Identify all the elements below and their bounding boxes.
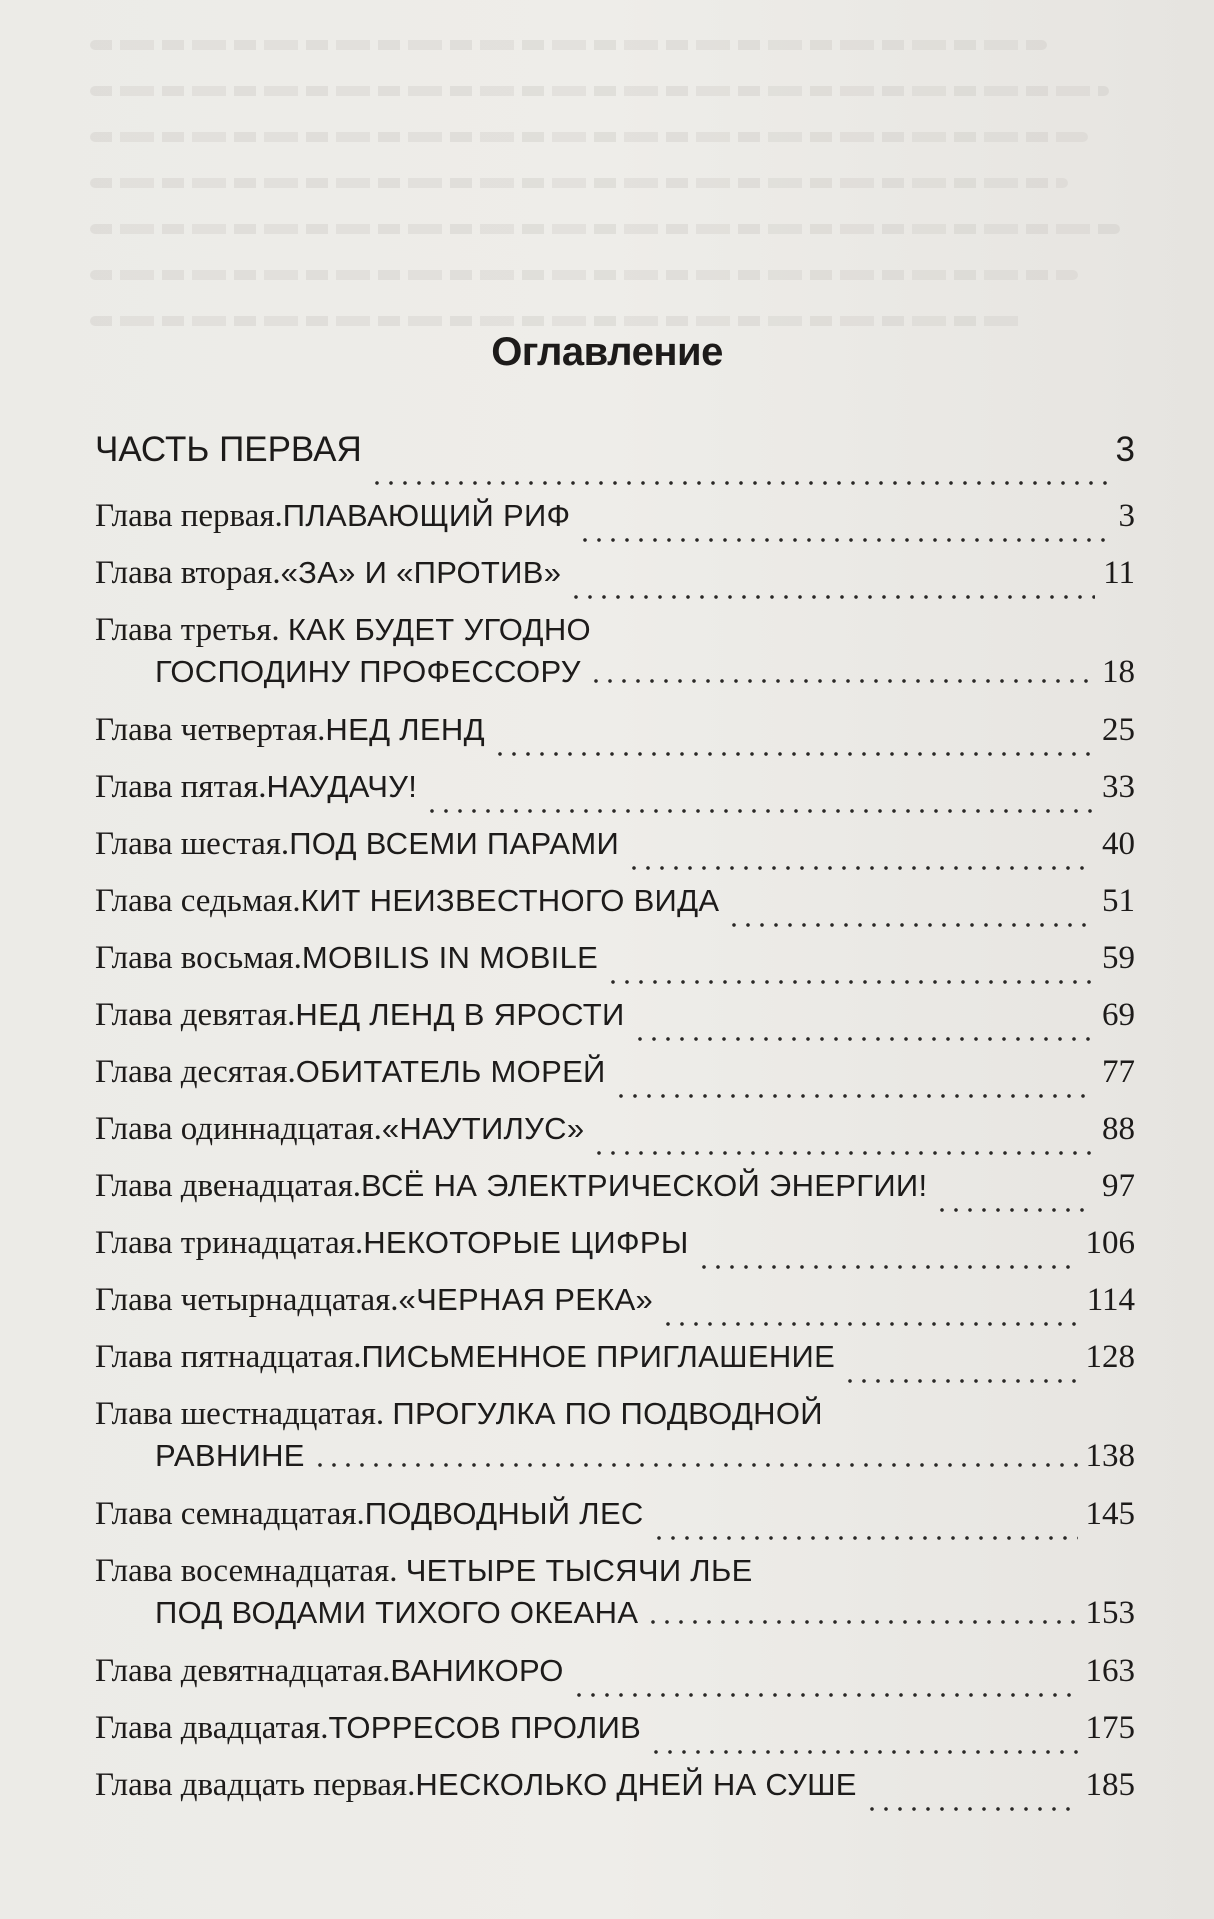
page-number: 59 bbox=[1102, 940, 1135, 976]
chapter-label: Глава двенадцатая. bbox=[95, 1168, 362, 1204]
dot-leader bbox=[727, 921, 1094, 929]
chapter-label: Глава двадцать первая. bbox=[95, 1767, 416, 1803]
page-number: 88 bbox=[1102, 1111, 1135, 1147]
chapter-title: ПОДВОДНЫЙ ЛЕС bbox=[364, 1496, 644, 1531]
bleed-through-text bbox=[90, 40, 1130, 370]
dot-leader bbox=[493, 750, 1094, 758]
chapter-title-continued: ПОД ВОДАМИ ТИХОГО ОКЕАНА bbox=[155, 1595, 639, 1630]
toc-chapter-entry[interactable] bbox=[95, 1223, 1135, 1280]
chapter-title: «ЗА» И «ПРОТИВ» bbox=[280, 555, 562, 590]
dot-leader bbox=[661, 1320, 1079, 1328]
chapter-title: НЕД ЛЕНД В ЯРОСТИ bbox=[295, 997, 625, 1032]
chapter-title: ОБИТАТЕЛЬ МОРЕЙ bbox=[295, 1054, 606, 1089]
toc-chapter-entry[interactable] bbox=[95, 938, 1135, 995]
toc-chapter-entry[interactable] bbox=[95, 824, 1135, 881]
chapter-title: «НАУТИЛУС» bbox=[381, 1111, 585, 1146]
dot-leader bbox=[592, 1149, 1094, 1157]
chapter-label: Глава одиннадцатая. bbox=[95, 1111, 382, 1147]
page-number: 3 bbox=[1118, 498, 1135, 534]
dot-leader bbox=[606, 978, 1094, 986]
dot-leader bbox=[627, 864, 1094, 872]
chapter-label: Глава пятая. bbox=[95, 769, 267, 805]
chapter-label: Глава тринадцатая. bbox=[95, 1225, 364, 1261]
toc-chapter-entry[interactable] bbox=[95, 995, 1135, 1052]
page-number: 128 bbox=[1085, 1339, 1135, 1375]
chapter-label: Глава девятая. bbox=[95, 997, 296, 1033]
dot-leader bbox=[370, 479, 1107, 487]
toc-chapter-entry[interactable] bbox=[95, 1052, 1135, 1109]
chapter-title: НЕСКОЛЬКО ДНЕЙ НА СУШЕ bbox=[415, 1767, 857, 1802]
chapter-title: ПРОГУЛКА ПО ПОДВОДНОЙ bbox=[392, 1396, 823, 1431]
dot-leader bbox=[697, 1263, 1078, 1271]
page-number: 175 bbox=[1085, 1710, 1135, 1746]
chapter-label: Глава третья. bbox=[95, 612, 288, 648]
dot-leader bbox=[865, 1805, 1078, 1813]
chapter-title: НЕД ЛЕНД bbox=[325, 712, 485, 747]
chapter-label: Глава седьмая. bbox=[95, 883, 301, 919]
page-number: 33 bbox=[1102, 769, 1135, 805]
chapter-label: Глава шестнадцатая. bbox=[95, 1396, 393, 1432]
toc-part-entry[interactable] bbox=[95, 430, 1135, 496]
dot-leader bbox=[652, 1534, 1078, 1542]
chapter-list bbox=[95, 496, 1135, 1822]
toc-chapter-entry[interactable] bbox=[95, 1551, 1135, 1651]
page-number: 114 bbox=[1086, 1282, 1135, 1318]
chapter-title: КАК БУДЕТ УГОДНО bbox=[287, 612, 591, 647]
page-number: 51 bbox=[1102, 883, 1135, 919]
dot-leader bbox=[843, 1377, 1077, 1385]
chapter-label: Глава четвертая. bbox=[95, 712, 326, 748]
page-number: 25 bbox=[1102, 712, 1135, 748]
toc-chapter-entry[interactable] bbox=[95, 1109, 1135, 1166]
chapter-label: Глава десятая. bbox=[95, 1054, 296, 1090]
toc-chapter-entry[interactable] bbox=[95, 1494, 1135, 1551]
chapter-title: НАУДАЧУ! bbox=[266, 769, 418, 804]
part-label: ЧАСТЬ ПЕРВАЯ bbox=[95, 430, 362, 469]
page-number: 97 bbox=[1102, 1168, 1135, 1204]
dot-leader bbox=[649, 1748, 1077, 1756]
chapter-title: ВАНИКОРО bbox=[390, 1653, 564, 1688]
page-number: 3 bbox=[1115, 430, 1135, 469]
dot-leader bbox=[614, 1092, 1094, 1100]
chapter-label: Глава пятнадцатая. bbox=[95, 1339, 362, 1375]
toc-chapter-entry[interactable] bbox=[95, 1280, 1135, 1337]
chapter-title-continued: ГОСПОДИНУ ПРОФЕССОРУ bbox=[155, 654, 581, 689]
chapter-title: ПИСЬМЕННОЕ ПРИГЛАШЕНИЕ bbox=[361, 1339, 836, 1374]
toc-chapter-entry[interactable] bbox=[95, 496, 1135, 553]
page-number: 69 bbox=[1102, 997, 1135, 1033]
chapter-label: Глава восьмая. bbox=[95, 940, 302, 976]
page-number: 163 bbox=[1085, 1653, 1135, 1689]
chapter-label: Глава четырнадцатая. bbox=[95, 1282, 399, 1318]
toc-chapter-entry[interactable] bbox=[95, 767, 1135, 824]
dot-leader bbox=[569, 593, 1095, 601]
chapter-label: Глава девятнадцатая. bbox=[95, 1653, 391, 1689]
chapter-title: ЧЕТЫРЕ ТЫСЯЧИ ЛЬЕ bbox=[405, 1553, 753, 1588]
page-number: 11 bbox=[1103, 555, 1135, 591]
toc-chapter-entry[interactable] bbox=[95, 1337, 1135, 1394]
chapter-title-continued: РАВНИНЕ bbox=[155, 1438, 305, 1473]
toc-chapter-entry[interactable] bbox=[95, 610, 1135, 710]
dot-leader bbox=[313, 1461, 1078, 1469]
table-of-contents bbox=[95, 430, 1135, 1822]
dot-leader bbox=[646, 1618, 1077, 1626]
chapter-title: ПОД ВСЕМИ ПАРАМИ bbox=[289, 826, 620, 861]
page-title: Оглавление bbox=[491, 330, 723, 374]
dot-leader bbox=[572, 1691, 1078, 1699]
chapter-label: Глава семнадцатая. bbox=[95, 1496, 365, 1532]
chapter-title: КИТ НЕИЗВЕСТНОГО ВИДА bbox=[300, 883, 720, 918]
toc-chapter-entry[interactable] bbox=[95, 1765, 1135, 1822]
toc-chapter-entry[interactable] bbox=[95, 1651, 1135, 1708]
chapter-label: Глава восемнадцатая. bbox=[95, 1553, 406, 1589]
toc-chapter-entry[interactable] bbox=[95, 1394, 1135, 1494]
page-number: 106 bbox=[1085, 1225, 1135, 1261]
page-number: 138 bbox=[1085, 1438, 1135, 1474]
dot-leader bbox=[425, 807, 1094, 815]
toc-chapter-entry[interactable] bbox=[95, 710, 1135, 767]
page-number: 40 bbox=[1102, 826, 1135, 862]
dot-leader bbox=[935, 1206, 1094, 1214]
chapter-title: ВСЁ НА ЭЛЕКТРИЧЕСКОЙ ЭНЕРГИИ! bbox=[361, 1168, 928, 1203]
chapter-title: ПЛАВАЮЩИЙ РИФ bbox=[282, 498, 571, 533]
chapter-label: Глава вторая. bbox=[95, 555, 281, 591]
chapter-label: Глава шестая. bbox=[95, 826, 290, 862]
chapter-title: ТОРРЕСОВ ПРОЛИВ bbox=[328, 1710, 642, 1745]
toc-chapter-entry[interactable] bbox=[95, 1708, 1135, 1765]
page-number: 185 bbox=[1085, 1767, 1135, 1803]
chapter-title: НЕКОТОРЫЕ ЦИФРЫ bbox=[363, 1225, 689, 1260]
chapter-title: «ЧЕРНАЯ РЕКА» bbox=[398, 1282, 654, 1317]
chapter-label: Глава двадцатая. bbox=[95, 1710, 329, 1746]
toc-chapter-entry[interactable] bbox=[95, 1166, 1135, 1223]
page-number: 153 bbox=[1085, 1595, 1135, 1631]
dot-leader bbox=[633, 1035, 1094, 1043]
dot-leader bbox=[589, 677, 1094, 685]
dot-leader bbox=[578, 536, 1107, 544]
page-number: 18 bbox=[1102, 654, 1135, 690]
chapter-title: MOBILIS IN MOBILE bbox=[301, 940, 599, 975]
page-number: 145 bbox=[1085, 1496, 1135, 1532]
toc-chapter-entry[interactable] bbox=[95, 881, 1135, 938]
page-number: 77 bbox=[1102, 1054, 1135, 1090]
toc-chapter-entry[interactable] bbox=[95, 553, 1135, 610]
chapter-label: Глава первая. bbox=[95, 498, 283, 534]
